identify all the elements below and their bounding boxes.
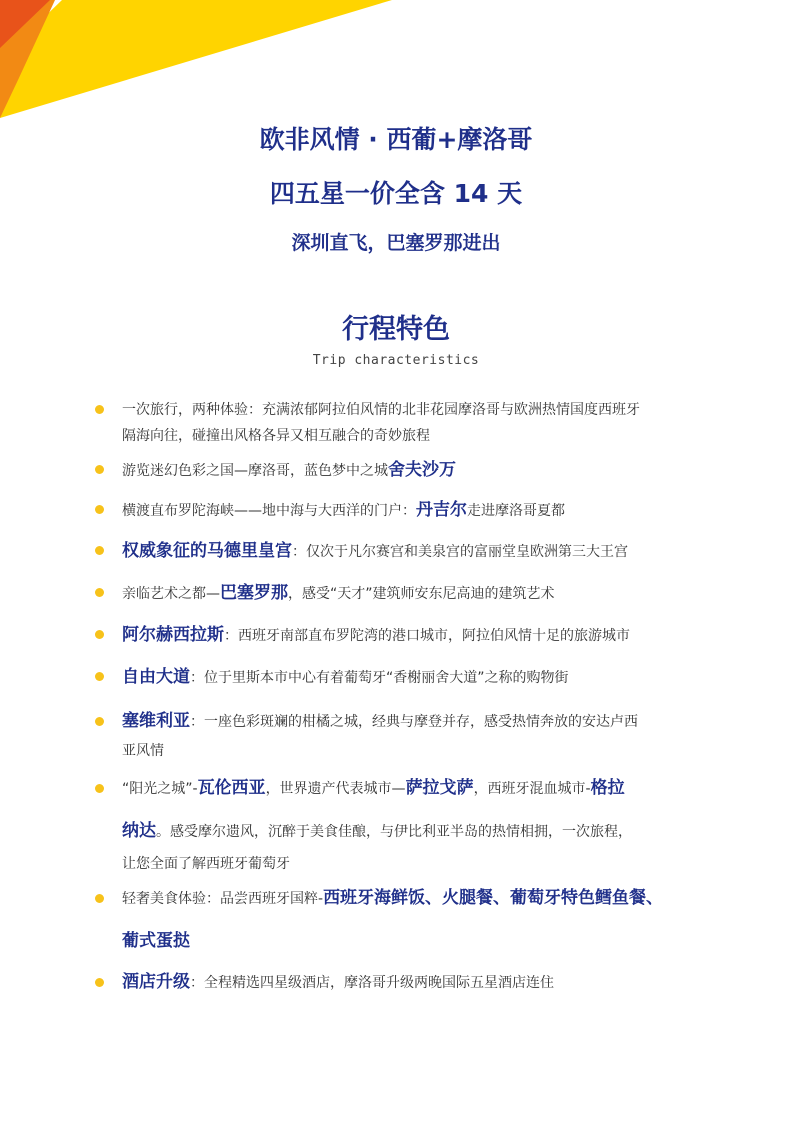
item-highlight: 葡式蛋挞 [122, 931, 190, 951]
bullet-dot [95, 784, 104, 793]
item-text: ：位于里斯本市中心有着葡萄牙“香榭丽舍大道”之称的购物街 [190, 670, 569, 686]
item-text: ，西班牙混血城市- [473, 781, 591, 797]
item-highlight: 塞维利亚 [122, 711, 190, 731]
item-text: ：一座色彩斑斓的柑橘之城，经典与摩登并存，感受热情奔放的安达卢西 [190, 714, 638, 730]
item-text: 一次旅行，两种体验：充满浓郁阿拉伯风情的北非花园摩洛哥与欧洲热情国度西班牙 [122, 402, 640, 418]
item-highlight: 格拉 [590, 778, 625, 798]
list-item [122, 456, 722, 485]
item-text: ：西班牙南部直布罗陀湾的港口城市，阿拉伯风情十足的旅游城市 [224, 628, 630, 644]
item-highlight: 舍夫沙万 [388, 460, 456, 480]
item-text: 走进摩洛哥夏都 [467, 503, 565, 519]
item-text: 轻奢美食体验：品尝西班牙国粹- [122, 891, 324, 907]
title-line-3: 深圳直飞，巴塞罗那进出 [291, 232, 501, 254]
title-line-1: 欧非风情 · 西葡+摩洛哥 [259, 125, 533, 154]
item-highlight: 西班牙海鲜饭、火腿餐、葡萄牙特色鳕鱼餐、 [323, 888, 664, 908]
bullet-dot [95, 894, 104, 903]
bullet-dot [95, 588, 104, 597]
title-block [0, 122, 792, 256]
section-title: 行程特色 [342, 314, 450, 345]
list-item [122, 883, 722, 957]
item-text: ，感受“天才”建筑师安东尼高迪的建筑艺术 [288, 586, 555, 602]
list-item [122, 537, 722, 566]
item-text: 隔海向往，碰撞出风格各异又相互融合的奇妙旅程 [122, 428, 430, 444]
item-text: 让您全面了解西班牙葡萄牙 [122, 856, 290, 872]
item-highlight: 丹吉尔 [416, 500, 467, 520]
item-highlight: 自由大道 [122, 667, 190, 687]
item-text: ：全程精选四星级酒店，摩洛哥升级两晚国际五星酒店连住 [190, 975, 554, 991]
section-subtitle: Trip characteristics [312, 353, 480, 368]
list-item [122, 663, 722, 692]
bullet-dot [95, 717, 104, 726]
list-item [122, 621, 722, 650]
yellow-stripe [0, 0, 392, 118]
bullet-dot [95, 672, 104, 681]
list-item [122, 773, 722, 879]
item-highlight: 纳达 [122, 821, 156, 841]
bullet-dot [95, 630, 104, 639]
item-highlight: 瓦伦西亚 [197, 778, 266, 798]
corner-decoration [0, 0, 400, 140]
item-highlight: 酒店升级 [122, 972, 190, 992]
bullet-dot [95, 465, 104, 474]
item-highlight: 萨拉戈萨 [405, 778, 474, 798]
item-highlight: 巴塞罗那 [220, 583, 288, 603]
item-text: 亚风情 [122, 743, 164, 759]
item-text: “阳光之城”- [122, 781, 198, 797]
item-text: ：仅次于凡尔赛宫和美泉宫的富丽堂皇欧洲第三大王宫 [292, 544, 628, 560]
bullet-dot [95, 978, 104, 987]
list-item [122, 579, 722, 608]
list-item [122, 967, 722, 998]
bullet-dot [95, 405, 104, 414]
item-text: 游览迷幻色彩之国—摩洛哥，蓝色梦中之城 [122, 463, 388, 479]
item-text: 横渡直布罗陀海峡——地中海与大西洋的门户： [122, 503, 416, 519]
title-line-2: 四五星一价全含 14 天 [269, 179, 523, 208]
list-item [122, 496, 722, 525]
list-item [122, 397, 722, 449]
bullet-dot [95, 505, 104, 514]
list-item [122, 707, 722, 766]
item-highlight: 阿尔赫西拉斯 [122, 625, 224, 645]
item-highlight: 权威象征的马德里皇宫 [122, 541, 292, 561]
bullet-dot [95, 546, 104, 555]
item-text: ，世界遗产代表城市— [265, 781, 406, 797]
item-text: 。感受摩尔遗风，沉醉于美食佳酿，与伊比利亚半岛的热情相拥，一次旅程， [156, 824, 632, 840]
item-text: 亲临艺术之都— [122, 586, 220, 602]
